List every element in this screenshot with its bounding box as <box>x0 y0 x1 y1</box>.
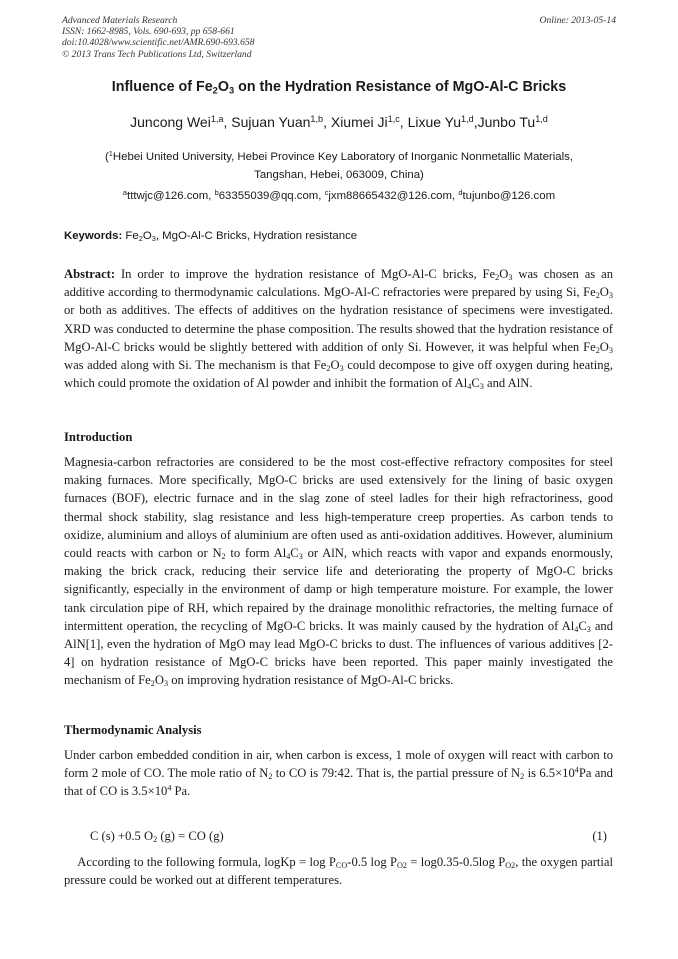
keywords-label: Keywords: <box>64 230 123 242</box>
copyright-line: © 2013 Trans Tech Publications Ltd, Switzerland <box>62 48 252 60</box>
email-link[interactable]: jxm88665432@126.com, <box>328 190 459 202</box>
email-link[interactable]: 63355039@qq.com, <box>218 190 325 202</box>
email-link[interactable]: tujunbo@126.com <box>462 190 556 202</box>
email-link[interactable]: tttwjc@126.com, <box>127 190 215 202</box>
introduction-paragraph: Magnesia-carbon refractories are considered to be the most cost-effective refractory composites for steel making furnaces. More specifically, MgO-C bricks are used extensively for the lining of basic oxygen furnaces (BOF), electric furnace and in the slag zone of steel ladles for their high refractoriness, good thermal shock stability, slag resistance and less high-temperature creep properties. As carbon tends to oxidize, aluminium and alloys of aluminium are often used as anti-oxidation additives. However, aluminium could reacts with carbon or $N_2$ to form $Al_4C_3$ or AlN, which reacts with vapor and expands enormously, making the brick crack, reducing their service life and deteriorating the property of MgO-C bricks significantly, especially in the environment of damp or high temperature moisture. For example, the lower tank circulation pipe of RH, which repaired by the drainage monolithic refractories, the melting furnace of intermittent operation, the recycling of MgO-C bricks. It was mainly caused by the hydration of $Al_4C_3$ and AlN[1], even the hydration of MgO may lead MgO-C bricks to dust. The influences of various additives [2-4] on hydration resistance of MgO-C bricks have been reported. This paper mainly investigated the mechanism of $Fe_2O_3$ on improving hydration resistance of MgO-Al-C bricks. <box>64 455 614 689</box>
abstract-label: Abstract: <box>64 267 116 281</box>
equation-number: (1) <box>592 829 607 843</box>
doi-line[interactable]: doi:10.4028/www.scientific.net/AMR.690-693.658 <box>62 37 255 49</box>
issn-line: ISSN: 1662-8985, Vols. 690-693, pp 658-661 <box>62 26 235 38</box>
author-list: Juncong Wei$^{1,a}$, Sujuan Yuan$^{1,b}$, Xiumei Ji$^{1,c}$, Lixue Yu$^{1,d}$,Junbo Tu$^{1,d}$ <box>130 114 548 130</box>
journal-name: Advanced Materials Research <box>62 15 178 26</box>
equation-1: C (s) +0.5 $O_2$ (g) = CO (g) <box>90 829 224 845</box>
journal-header <box>62 15 254 60</box>
affiliation: ($^1$Hebei United University, Hebei Province Key Laboratory of Inorganic Nonmetallic Materials, Tangshan, Hebei, 063009, China) <box>105 148 573 181</box>
thermodynamic-heading: Thermodynamic Analysis <box>64 723 202 737</box>
paper-title: Influence of $Fe_2O_3$ on the Hydration Resistance of MgO-Al-C Bricks <box>111 79 567 96</box>
introduction-heading: Introduction <box>64 430 133 444</box>
abstract: Abstract: In order to improve the hydration resistance of MgO-Al-C bricks, $Fe_2O_3$ was chosen as an additive according to thermodynamic calculations. MgO-Al-C refractories were prepared by using Si, $Fe_2O_3$ or both as additives. The effects of additives on the hydration resistance of specimens were investigated. XRD was conducted to determine the phase composition. The results showed that the hydration resistance of MgO-Al-C bricks would be slightly bettered with addition of only Si. However, it was helpful when $Fe_2O_3$ was added along with Si. The mechanism is that $Fe_2O_3$ could decompose to give off oxygen during heating, which could promote the oxidation of Al powder and inhibit the formation of $Al_4C_3$ and AlN. <box>64 267 613 392</box>
thermodynamic-paragraph: Under carbon embedded condition in air, when carbon is excess, 1 mole of oxygen will react with carbon to form 2 mole of CO. The mole ratio of $N_2$ to CO is 79:42. That is, the partial pressure of $N_2$ is $6.5\times 10^4Pa$ and that of CO is $3.5\times 10^4$ Pa. <box>64 748 613 799</box>
author-emails: $^a$tttwjc@126.com, $^b$63355039@qq.com, $^c$jxm88665432@126.com, $^d$tujunbo@126.com <box>122 187 556 202</box>
online-date: Online: 2013-05-14 <box>539 15 616 26</box>
keywords: Keywords: $Fe_2O_3$, MgO-Al-C Bricks, Hydration resistance <box>64 230 358 243</box>
formula-paragraph: According to the following formula, logKp = $\log P_{CO}-0.5$ $\log P_{O2} = \log 0.35-0.5\log$ $P_{O2}$, the oxygen partial pressure could be worked out at different temperatures. <box>64 855 617 888</box>
